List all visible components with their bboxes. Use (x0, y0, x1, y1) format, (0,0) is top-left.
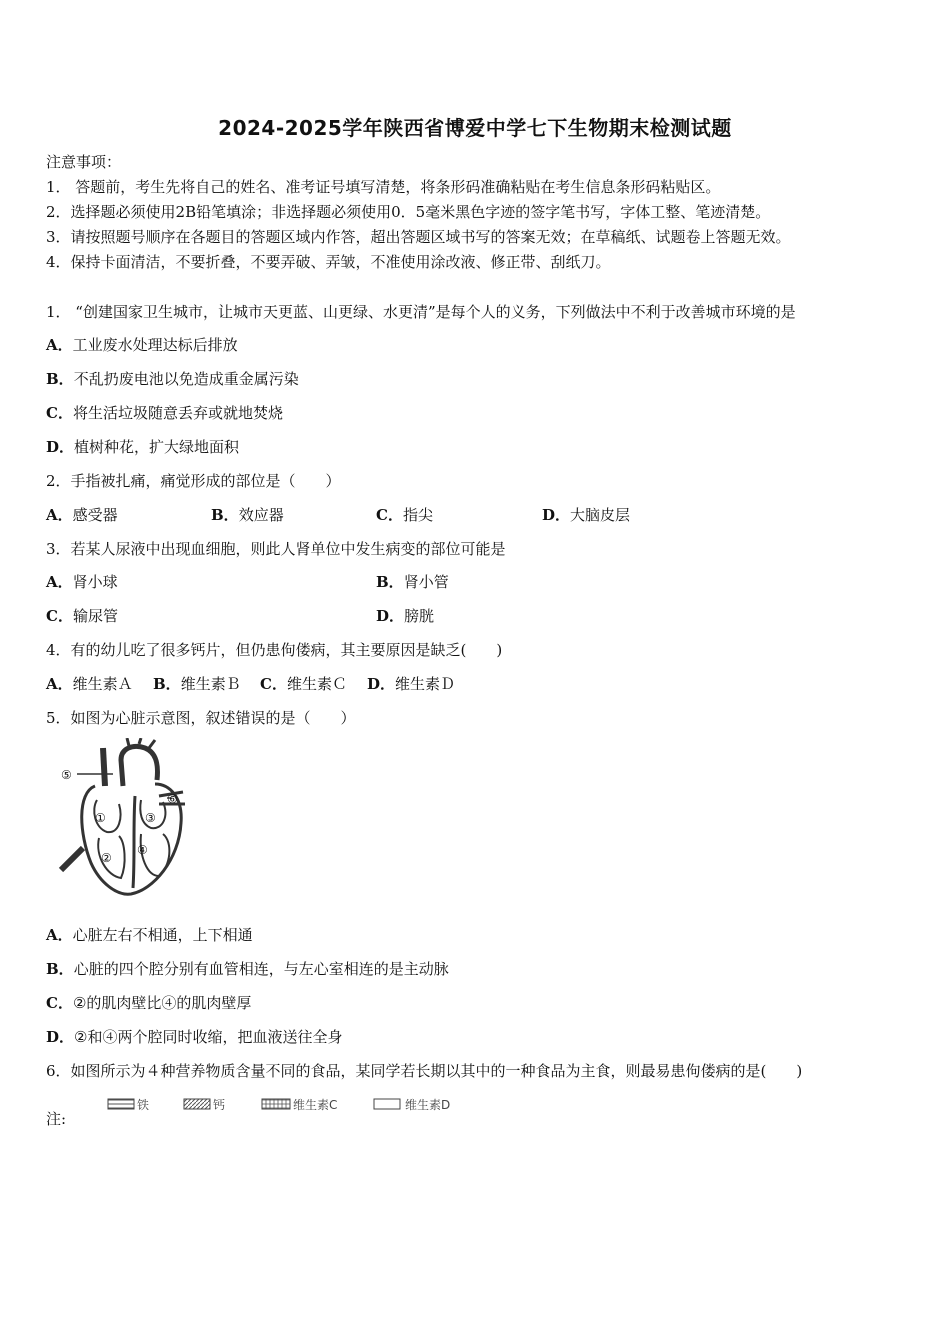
option-label: D． (542, 506, 571, 524)
q3-option-d (376, 606, 434, 626)
option-label: B． (211, 506, 239, 524)
notice-item: 3．请按照题号顺序在各题目的答题区域内作答，超出答题区域书写的答案无效；在草稿纸、试题卷上答题无效。 (46, 228, 791, 246)
question-6-stem: 6．如图所示为４种营养物质含量不同的食品，某同学若长期以其中的一种食品为主食，则最易患佝偻病的是( ) (46, 1062, 803, 1080)
option-label: C． (46, 994, 73, 1012)
option-label: A． (46, 926, 73, 944)
page-title: 2024-2025学年陕西省博爱中学七下生物期末检测试题 (218, 116, 732, 140)
option-text: 指尖 (402, 506, 433, 524)
option-text: 维生素Ａ (72, 675, 133, 693)
option-text: 感受器 (72, 506, 118, 524)
option-label: A． (46, 336, 73, 354)
q4-option-c (260, 674, 347, 694)
legend-swatch-vitamin-d (374, 1099, 400, 1109)
q5-option-d (46, 1027, 342, 1047)
figure-label: ④ (137, 843, 148, 857)
legend-label-calcium: 钙 (213, 1098, 226, 1112)
q2-option-d (542, 505, 630, 525)
option-label: C． (46, 404, 73, 422)
option-text: 维生素Ｂ (180, 675, 241, 693)
heart-diagram (55, 738, 195, 900)
q1-option-a (46, 335, 238, 355)
q5-option-b (46, 959, 449, 979)
option-text: 工业废水处理达标后排放 (72, 336, 238, 354)
option-text: 输尿管 (72, 607, 118, 625)
option-text: 大脑皮层 (570, 506, 631, 524)
legend-label-vitamin-d: 维生素D (405, 1098, 451, 1112)
q3-option-c (46, 606, 118, 626)
option-text: 将生活垃圾随意丢弃或就地焚烧 (72, 404, 283, 422)
q3-option-b (376, 572, 449, 592)
option-label: B． (153, 675, 181, 693)
question-5-stem: 5．如图为心脏示意图，叙述错误的是（ ） (46, 709, 356, 727)
legend-label-iron: 铁 (137, 1098, 150, 1112)
q1-option-d (46, 437, 239, 457)
option-text: ②和④两个腔同时收缩，把血液送往全身 (74, 1028, 343, 1046)
q2-option-a (46, 505, 118, 525)
question-4-stem: 4．有的幼儿吃了很多钙片，但仍患佝偻病，其主要原因是缺乏( ) (46, 641, 503, 659)
option-text: 心脏的四个腔分别有血管相连，与左心室相连的是主动脉 (73, 960, 449, 978)
question-2-stem: 2．手指被扎痛，痛觉形成的部位是（ ） (46, 472, 341, 490)
option-text: 膀胱 (404, 607, 435, 625)
option-text: 效应器 (238, 506, 284, 524)
option-label: A． (46, 506, 73, 524)
figure-label: ⑥ (167, 792, 178, 806)
q5-option-a (46, 925, 253, 945)
legend-swatch-vitamin-c (262, 1099, 290, 1109)
figure-label: ⑤ (61, 768, 72, 782)
option-label: D． (46, 1028, 75, 1046)
q4-option-a (46, 674, 133, 694)
figure-label: ③ (145, 811, 156, 825)
option-text: 肾小球 (72, 573, 118, 591)
option-label: B． (376, 573, 404, 591)
option-label: C． (376, 506, 403, 524)
q3-option-a (46, 572, 118, 592)
notice-item: 1． 答题前，考生先将自己的姓名、准考证号填写清楚，将条形码准确粘贴在考生信息条形码粘贴区。 (46, 178, 721, 196)
q4-option-d (367, 674, 455, 694)
question-1-stem: 1． “创建国家卫生城市，让城市天更蓝、山更绿、水更清”是每个人的义务，下列做法中不利于改善城市环境的是 (46, 303, 796, 321)
question-3-stem: 3．若某人尿液中出现血细胞，则此人肾单位中发生病变的部位可能是 (46, 540, 506, 558)
notice-item: 4．保持卡面清洁，不要折叠，不要弄破、弄皱，不准使用涂改液、修正带、刮纸刀。 (46, 253, 611, 271)
q2-option-c (376, 505, 433, 525)
option-label: A． (46, 573, 73, 591)
option-label: B． (46, 370, 74, 388)
option-label: B． (46, 960, 74, 978)
q1-option-b (46, 369, 299, 389)
option-label: A． (46, 675, 73, 693)
option-text: 不乱扔废电池以免造成重金属污染 (73, 370, 299, 388)
legend-label-vitamin-c: 维生素C (293, 1098, 338, 1112)
option-text: 心脏左右不相通，上下相通 (72, 926, 253, 944)
q4-option-b (153, 674, 241, 694)
q1-option-c (46, 403, 283, 423)
legend-swatch-iron (108, 1099, 134, 1109)
option-label: D． (367, 675, 396, 693)
notice-item: 2．选择题必须使用2B铅笔填涂；非选择题必须使用0．5毫米黑色字迹的签字笔书写，字体工整、笔迹清楚。 (46, 203, 771, 221)
option-text: 肾小管 (403, 573, 449, 591)
notice-heading: 注意事项： (46, 153, 122, 171)
nutrient-legend (100, 1094, 480, 1116)
q5-option-c (46, 993, 251, 1013)
option-text: 维生素Ｃ (286, 675, 347, 693)
option-text: 维生素Ｄ (395, 675, 456, 693)
option-label: D． (376, 607, 405, 625)
note-label: 注: (46, 1110, 67, 1128)
option-label: C． (46, 607, 73, 625)
legend-swatch-calcium (184, 1099, 210, 1109)
figure-label: ① (95, 811, 106, 825)
option-label: D． (46, 438, 75, 456)
figure-label: ② (101, 851, 112, 865)
option-label: C． (260, 675, 287, 693)
option-text: 植树种花，扩大绿地面积 (74, 438, 240, 456)
option-text: ②的肌肉壁比④的肌肉壁厚 (72, 994, 252, 1012)
q2-option-b (211, 505, 284, 525)
